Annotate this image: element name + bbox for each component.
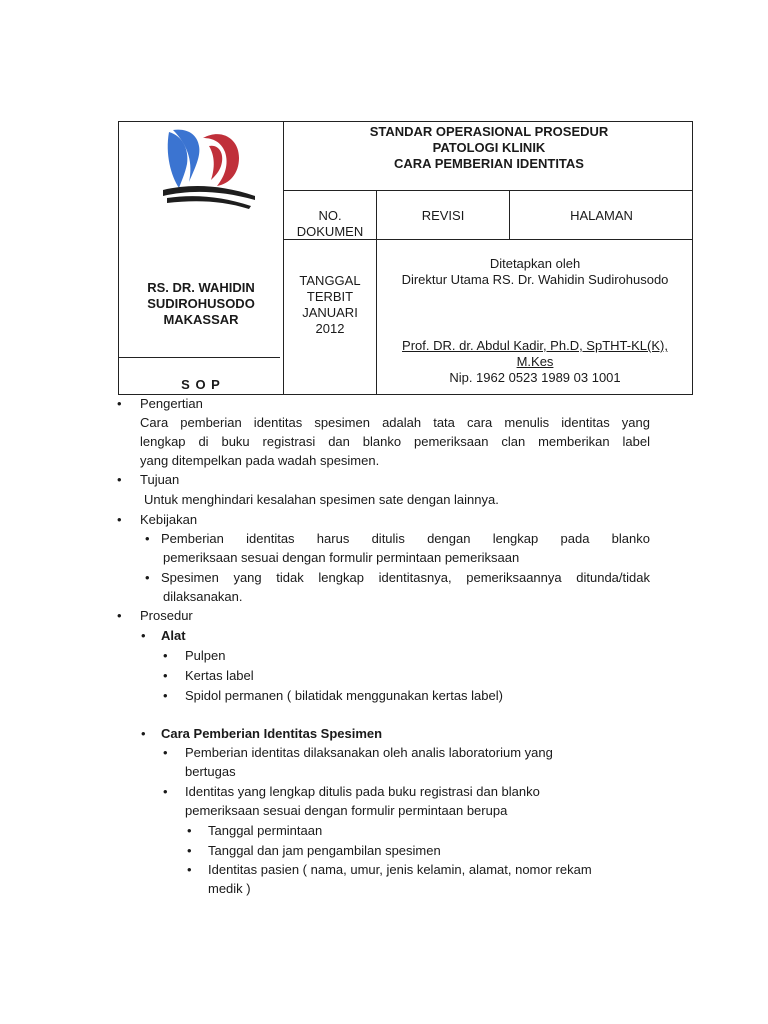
- tanggal-line-2: TERBIT: [306, 289, 354, 304]
- cara-heading: Cara Pemberian Identitas Spesimen: [161, 726, 383, 741]
- sub-item-3-line-1: Identitas pasien ( nama, umur, jenis kelamin, alamat, nomor rekam: [208, 862, 592, 877]
- alat-item-3: Spidol permanen ( bilatidak menggunakan kertas label): [185, 688, 503, 703]
- hospital-line-2: SUDIROHUSODO: [147, 296, 255, 311]
- sub-item-2: Tanggal dan jam pengambilan spesimen: [208, 843, 441, 858]
- sop-header-table: [118, 121, 693, 395]
- cara-item-1-line-2: bertugas: [185, 764, 236, 779]
- tanggal-line-1: TANGGAL: [299, 273, 361, 288]
- cara-item-2-line-1: Identitas yang lengkap ditulis pada buku registrasi dan blanko: [185, 784, 540, 799]
- ditetapkan-label: Ditetapkan oleh: [489, 256, 581, 271]
- no-dokumen-line-1: NO.: [318, 208, 342, 223]
- pengertian-heading: Pengertian: [140, 396, 203, 411]
- alat-item-1: Pulpen: [185, 648, 226, 663]
- bullet-dot: •: [163, 668, 168, 683]
- bullet-dot: •: [187, 843, 192, 858]
- kebijakan-item-2-line-2: dilaksanakan.: [163, 589, 243, 604]
- ditetapkan-block: [377, 256, 693, 288]
- bullet-dot: •: [187, 823, 192, 838]
- bullet-dot: •: [117, 396, 122, 411]
- bullet-dot: •: [117, 608, 122, 623]
- bullet-dot: •: [163, 745, 168, 760]
- divider-sop: [119, 357, 280, 358]
- bullet-dot: •: [187, 862, 192, 877]
- bullet-dot: •: [141, 628, 146, 643]
- bullet-dot: •: [145, 570, 150, 585]
- hospital-line-3: MAKASSAR: [163, 312, 239, 327]
- kebijakan-item-1-line-1: Pemberian identitas harus ditulis dengan lengkap pada blanko: [161, 531, 650, 546]
- signer-nip: Nip. 1962 0523 1989 03 1001: [449, 370, 621, 385]
- sub-item-1: Tanggal permintaan: [208, 823, 323, 838]
- tanggal-line-3: JANUARI: [302, 305, 358, 320]
- bullet-dot: •: [163, 688, 168, 703]
- bullet-dot: •: [117, 472, 122, 487]
- cara-item-1-line-1: Pemberian identitas dilaksanakan oleh analis laboratorium yang: [185, 745, 553, 760]
- hospital-line-1: RS. DR. WAHIDIN: [147, 280, 255, 295]
- divider-title: [283, 190, 693, 191]
- prosedur-heading: Prosedur: [140, 608, 193, 623]
- no-dokumen-label: [284, 208, 376, 240]
- kebijakan-item-1-line-2: pemeriksaan sesuai dengan formulir permintaan pemeriksaan: [163, 550, 520, 565]
- title-line-3: CARA PEMBERIAN IDENTITAS: [394, 156, 584, 171]
- bullet-dot: •: [163, 648, 168, 663]
- title-line-2: PATOLOGI KLINIK: [432, 140, 546, 155]
- bullet-dot: •: [141, 726, 146, 741]
- sop-label: S O P: [181, 377, 221, 392]
- pengertian-text-1: Cara pemberian identitas spesimen adalah tata cara menulis identitas yang: [140, 415, 650, 430]
- bullet-dot: •: [117, 512, 122, 527]
- halaman-label: HALAMAN: [570, 208, 633, 223]
- bullet-dot: •: [145, 531, 150, 546]
- sub-item-3-line-2: medik ): [208, 881, 251, 896]
- no-dokumen-line-2: DOKUMEN: [296, 224, 364, 239]
- pengertian-text-2: lengkap di buku registrasi dan blanko pemeriksaan clan memberikan label: [140, 434, 650, 449]
- cara-item-2-line-2: pemeriksaan sesuai dengan formulir permintaan berupa: [185, 803, 508, 818]
- hospital-name: [119, 280, 283, 328]
- bullet-dot: •: [163, 784, 168, 799]
- title-line-1: STANDAR OPERASIONAL PROSEDUR: [369, 124, 609, 139]
- signer-name-line-2: M.Kes: [516, 354, 554, 369]
- kebijakan-heading: Kebijakan: [140, 512, 198, 527]
- tanggal-terbit: [284, 273, 376, 337]
- tujuan-text: Untuk menghindari kesalahan spesimen sate dengan lainnya.: [144, 492, 499, 507]
- tujuan-heading: Tujuan: [140, 472, 180, 487]
- tanggal-line-4: 2012: [315, 321, 345, 336]
- signer-block: [377, 338, 693, 386]
- sop-title: [284, 124, 694, 188]
- alat-item-2: Kertas label: [185, 668, 254, 683]
- kebijakan-item-2-line-1: Spesimen yang tidak lengkap identitasnya, pemeriksaannya ditunda/tidak: [161, 570, 650, 585]
- pengertian-text-3: yang ditempelkan pada wadah spesimen.: [140, 453, 380, 468]
- signer-name-line-1: Prof. DR. dr. Abdul Kadir, Ph.D, SpTHT-KL(K),: [402, 338, 668, 353]
- hospital-logo-icon: [159, 124, 259, 214]
- direktur-label: Direktur Utama RS. Dr. Wahidin Sudirohusodo: [401, 272, 669, 287]
- alat-heading: Alat: [161, 628, 186, 643]
- revisi-label: REVISI: [421, 208, 465, 223]
